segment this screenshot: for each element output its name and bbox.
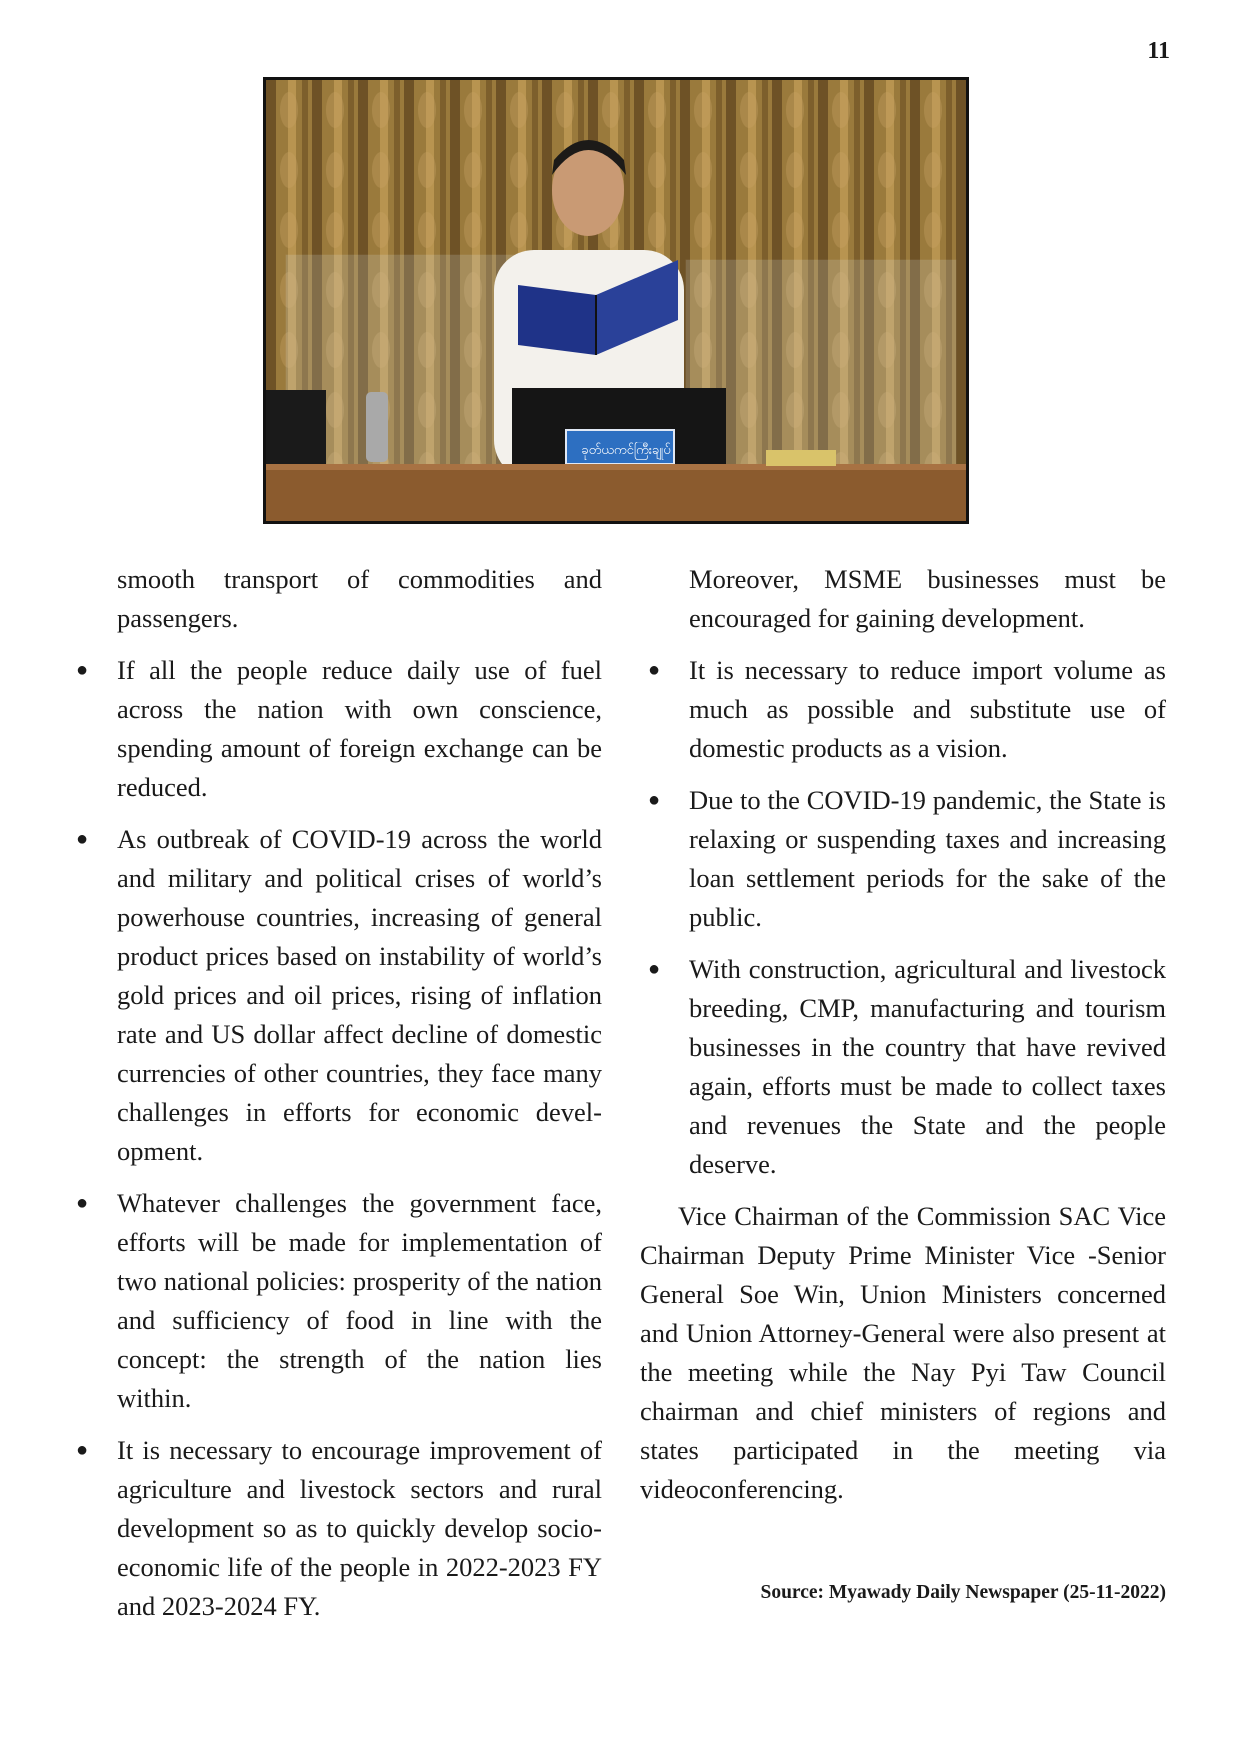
list-item — [68, 651, 602, 807]
bullet-icon: ● — [76, 828, 89, 850]
list-item-text: It is necessary to reduce import volume as much as possible and substitute use of domestic products as a vision. — [689, 655, 1166, 763]
list-item — [640, 950, 1166, 1184]
list-item-text: Due to the COVID-19 pandemic, the State is relaxing or suspending taxes and increasing loan settlement periods for the sake of the public. — [689, 785, 1166, 932]
bullet-icon: ● — [648, 789, 661, 811]
continuation-text: Moreover, MSME businesses must be encouraged for gaining development. — [689, 564, 1166, 633]
bullet-icon: ● — [76, 659, 89, 681]
source-credit: Source: Myawady Daily Newspaper (25-11-2022) — [760, 1582, 1166, 1603]
left-column — [68, 560, 602, 1639]
list-item — [68, 820, 602, 1171]
list-item-text: It is necessary to encourage improvement of agriculture and livestock sectors and rural development so as to quickly develop socio-economic life of the people in 2022-2023 FY and 2023-2024 FY. — [117, 1435, 602, 1621]
closing-paragraph: Vice Chairman of the Commission SAC Vice Chairman Deputy Prime Minister Vice -Senior General Soe Win, Union Ministers concerned and Union Attorney-General were also present at the meeting while the Nay Pyi Taw Council chairman and chief ministers of regions and states participated in the meeting via videoconferencing. — [640, 1201, 1166, 1504]
bullet-icon: ● — [648, 659, 661, 681]
list-item-text: With construction, agricultural and livestock breeding, CMP, manufacturing and tourism businesses in the country that have revived again, efforts must be made to collect taxes and revenues the State and the people deserve. — [689, 954, 1166, 1179]
bullet-list — [68, 651, 602, 1626]
list-item-text: Whatever challenges the government face, efforts will be made for implementation of two national policies: prosperity of the nation and sufficiency of food in line with the concept: the strength of the nation lies within. — [117, 1188, 602, 1413]
continuation-text: smooth transport of commodities and passengers. — [117, 564, 602, 633]
bullet-icon: ● — [76, 1192, 89, 1214]
nameplate-label: ခုတ်ယကင်ကြီးချုပ် — [581, 443, 671, 458]
list-item-text: As outbreak of COVID-19 across the world and military and political crises of world’s powerhouse countries, increasing of general product prices based on instability of world’s gold prices and oil prices, rising of inflation rate and US dollar affect decline of domestic currencies of other countries, they face many challenges in efforts for economic development. — [117, 824, 602, 1166]
bullet-icon: ● — [648, 958, 661, 980]
list-item — [68, 1431, 602, 1626]
bullet-list — [640, 651, 1166, 1184]
news-photo — [263, 77, 969, 524]
list-item — [640, 781, 1166, 937]
page-number: 11 — [1147, 38, 1170, 64]
list-item-text: If all the people reduce daily use of fuel across the nation with own conscience, spending amount of foreign exchange can be reduced. — [117, 655, 602, 802]
bullet-icon: ● — [76, 1439, 89, 1461]
right-column — [640, 560, 1166, 1522]
list-item — [68, 1184, 602, 1418]
list-item — [640, 651, 1166, 768]
